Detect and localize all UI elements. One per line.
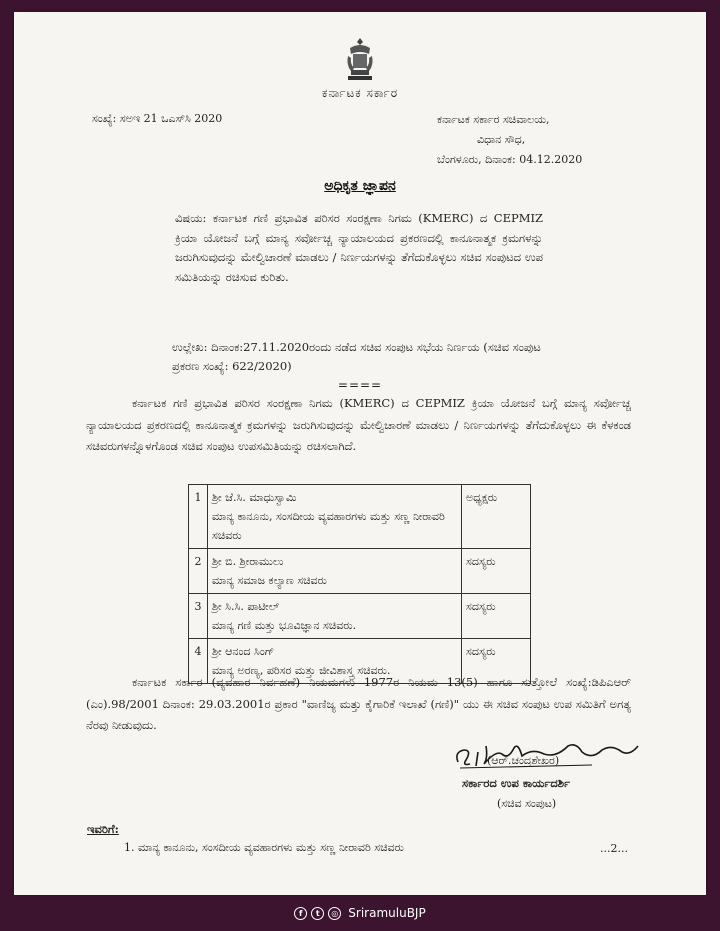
twitter-icon[interactable]: t: [311, 907, 324, 920]
page-continuation: ...2...: [600, 842, 628, 855]
member-portfolio: ಮಾನ್ಯ ಅರಣ್ಯ, ಪರಿಸರ ಮತ್ತು ಜೀವಿಶಾಸ್ತ್ರ ಸಚಿವರು.: [212, 664, 391, 677]
reference-block: [172, 338, 552, 376]
signatory-name: (ಆರ್.ಚಂದ್ರಶೇಖರ): [487, 754, 560, 767]
government-title: ಕರ್ನಾಟಕ ಸರ್ಕಾರ: [321, 86, 399, 100]
member-portfolio: ಮಾನ್ಯ ಸಮಾಜ ಕಲ್ಯಾಣ ಸಚಿವರು: [212, 574, 327, 587]
member-number: 2: [189, 549, 208, 594]
distribution-label: ಇವರಿಗೆ:: [87, 822, 119, 836]
member-name: ಶ್ರೀ ಆನಂದ ಸಿಂಗ್: [212, 645, 275, 658]
member-name: ಶ್ರೀ ಸಿ.ಸಿ. ಪಾಟೀಲ್: [212, 600, 280, 613]
instagram-icon[interactable]: ◎: [328, 907, 341, 920]
table-row: [189, 485, 531, 549]
member-role: ಸದಸ್ಯರು: [462, 549, 531, 594]
address-date-line: ಬೆಂಗಳೂರು, ದಿನಾಂಕ: 04.12.2020: [437, 153, 583, 166]
order-paragraph: ಕರ್ನಾಟಕ ಸರ್ಕಾರ (ವ್ಯವಹಾರ ನಿರ್ವಹಣೆ) ನಿಯಮಗಳು 1977ರ ನಿಯಮ 13(5) ಹಾಗೂ ಸುತ್ತೋಲೆ ಸಂಖ್ಯೆ:ಡಿಪಿಎಆರ್ (ಎಂ).98/2001 ದಿನಾಂಕ: 29.03.2001ರ ಪ್ರಕಾರ "ವಾಣಿಜ್ಯ ಮತ್ತು ಕೈಗಾರಿಕೆ ಇಲಾಖೆ (ಗಣಿ)" ಯು ಈ ಸಚಿವ ಸಂಪುಟ ಉಪ ಸಮಿತಿಗೆ ಅಗತ್ಯ ನೆರವು ನೀಡುವುದು.: [86, 675, 631, 732]
footer-bar: [0, 895, 720, 931]
distribution-item: 1. ಮಾನ್ಯ ಕಾನೂನು, ಸಂಸದೀಯ ವ್ಯವಹಾರಗಳು ಮತ್ತು ಸಣ್ಣ ನೀರಾವರಿ ಸಚಿವರು: [124, 841, 404, 854]
table-row: [189, 549, 531, 594]
signatory-designation: ಸರ್ಕಾರದ ಉಪ ಕಾರ್ಯದರ್ಶಿ: [462, 776, 571, 790]
subject-label: ವಿಷಯ:: [175, 211, 207, 225]
member-role: ಅಧ್ಯಕ್ಷರು: [462, 485, 531, 549]
separator: ====: [337, 378, 383, 392]
address-block: [437, 110, 582, 170]
address-line: ಕರ್ನಾಟಕ ಸರ್ಕಾರ ಸಚಿವಾಲಯ,: [437, 113, 550, 126]
member-role: ಸದಸ್ಯರು: [462, 639, 531, 684]
reference-text: ದಿನಾಂಕ:27.11.2020ರಂದು ನಡೆದ ಸಚಿವ ಸಂಪುಟ ಸಭೆಯ ನಿರ್ಣಯ (ಸಚಿವ ಸಂಪುಟ ಪ್ರಕರಣ ಸಂಖ್ಯೆ: 622/2020): [172, 340, 541, 373]
member-number: 1: [189, 485, 208, 549]
member-name: ಶ್ರೀ ಬಿ. ಶ್ರೀರಾಮುಲು: [212, 555, 284, 568]
member-number: 4: [189, 639, 208, 684]
reference-label: ಉಲ್ಲೇಖ:: [172, 340, 208, 354]
document-heading: ಅಧಿಕೃತ ಜ್ಞಾಪನ: [324, 178, 396, 194]
member-number: 3: [189, 594, 208, 639]
subject-block: [175, 209, 543, 287]
member-name: ಶ್ರೀ ಜೆ.ಸಿ. ಮಾಧುಸ್ವಾಮಿ: [212, 491, 297, 504]
social-handle[interactable]: SriramuluBJP: [348, 906, 426, 920]
member-portfolio: ಮಾನ್ಯ ಕಾನೂನು, ಸಂಸದೀಯ ವ್ಯವಹಾರಗಳು ಮತ್ತು ಸಣ್ಣ ನೀರಾವರಿ ಸಚಿವರು: [212, 510, 445, 542]
table-row: [189, 594, 531, 639]
address-line: ವಿಧಾನ ಸೌಧ,: [477, 133, 526, 146]
member-cell: [208, 549, 462, 594]
members-table: [188, 484, 531, 684]
signatory-department: (ಸಚಿವ ಸಂಪುಟ): [497, 797, 557, 810]
reference-number: ಸಂಖ್ಯೆ: ಸಅಇ 21 ಒಎಸ್‌ಸಿ 2020: [92, 112, 223, 125]
subject-text: ಕರ್ನಾಟಕ ಗಣಿ ಪ್ರಭಾವಿತ ಪರಿಸರ ಸಂರಕ್ಷಣಾ ನಿಗಮ (KMERC) ದ CEPMIZ ಕ್ರಿಯಾ ಯೋಜನೆ ಬಗ್ಗೆ ಮಾನ್ಯ ಸರ್ವೋಚ್ಚ ನ್ಯಾಯಾಲಯದ ಪ್ರಕರಣದಲ್ಲಿ ಕಾನೂನಾತ್ಮಕ ಕ್ರಮಗಳನ್ನು ಜರುಗಿಸುವುದನ್ನು ಮೇಲ್ವಿಚಾರಣೆ ಮಾಡಲು / ನಿರ್ಣಯಗಳನ್ನು ತೆಗೆದುಕೊಳ್ಳಲು ಸಚಿವ ಸಂಪುಟದ ಉಪ ಸಮಿತಿಯನ್ನು ರಚಿಸುವ ಕುರಿತು.: [175, 211, 544, 284]
body-paragraph: ಕರ್ನಾಟಕ ಗಣಿ ಪ್ರಭಾವಿತ ಪರಿಸರ ಸಂರಕ್ಷಣಾ ನಿಗಮ (KMERC) ದ CEPMIZ ಕ್ರಿಯಾ ಯೋಜನೆ ಬಗ್ಗೆ ಮಾನ್ಯ ಸರ್ವೋಚ್ಚ ನ್ಯಾಯಾಲಯದ ಪ್ರಕರಣದಲ್ಲಿ ಕಾನೂನಾತ್ಮಕ ಕ್ರಮಗಳನ್ನು ಜರುಗಿಸುವುದನ್ನು ಮೇಲ್ವಿಚಾರಣೆ ಮಾಡಲು / ನಿರ್ಣಯಗಳನ್ನು ತೆಗೆದುಕೊಳ್ಳಲು ಈ ಕೆಳಕಂಡ ಸಚಿವರುಗಳನ್ನೊಳಗೊಂಡ ಸಚಿವ ಸಂಪುಟ ಉಪಸಮಿತಿಯನ್ನು ರಚಿಸಲಾಗಿದೆ.: [86, 396, 631, 453]
facebook-icon[interactable]: f: [294, 907, 307, 920]
member-cell: [208, 485, 462, 549]
member-portfolio: ಮಾನ್ಯ ಗಣಿ ಮತ್ತು ಭೂವಿಜ್ಞಾನ ಸಚಿವರು.: [212, 619, 357, 632]
member-cell: [208, 594, 462, 639]
karnataka-emblem-icon: [342, 36, 378, 84]
member-role: ಸದಸ್ಯರು: [462, 594, 531, 639]
